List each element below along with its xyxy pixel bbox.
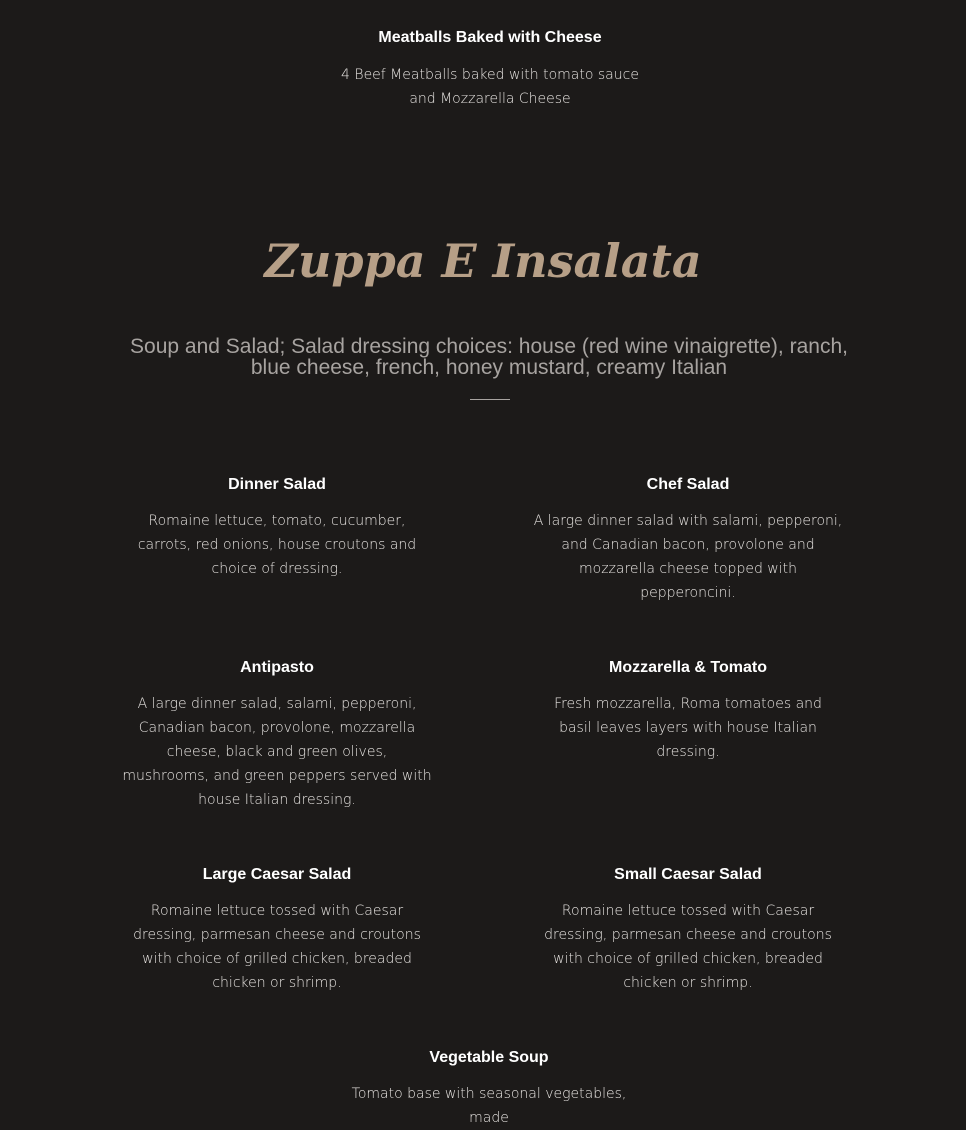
- menu-item-description: Romaine lettuce, tomato, cucumber, carrots, red onions, house croutons and choice of dressing.: [137, 513, 417, 577]
- menu-item-title: Mozzarella & Tomato: [609, 659, 767, 676]
- menu-item-description: Tomato base with seasonal vegetables, made: [351, 1086, 627, 1126]
- menu-item-chef-salad: [533, 475, 843, 605]
- menu-item-title: Vegetable Soup: [429, 1049, 549, 1066]
- menu-item-vegetable-soup: [334, 1048, 644, 1130]
- section-title: Zuppa E Insalata: [264, 234, 702, 288]
- section-subtitle: Soup and Salad; Salad dressing choices: house (red wine vinaigrette), ranch, blue cheese, french, honey mustard, creamy Italian: [130, 335, 848, 379]
- menu-item-title: Dinner Salad: [228, 476, 326, 493]
- menu-item-description: Fresh mozzarella, Roma tomatoes and basil leaves layers with house Italian dressing.: [554, 696, 822, 760]
- menu-item-description: Romaine lettuce tossed with Caesar dressing, parmesan cheese and croutons with choice of grilled chicken, breaded chicken or shrimp.: [544, 903, 832, 991]
- menu-item-description: A large dinner salad with salami, pepperoni, and Canadian bacon, provolone and mozzarella cheese topped with pepperoncini.: [533, 513, 843, 601]
- menu-item-small-caesar: [533, 865, 843, 995]
- menu-item-description: A large dinner salad, salami, pepperoni, Canadian bacon, provolone, mozzarella cheese, black and green olives, mushrooms, and green peppers served with house Italian dressing.: [122, 696, 432, 808]
- menu-item-title: Antipasto: [240, 659, 314, 676]
- section-divider: [470, 399, 510, 400]
- menu-item-description: 4 Beef Meatballs baked with tomato sauce and Mozzarella Cheese: [341, 67, 639, 107]
- menu-item-meatballs: [335, 28, 645, 111]
- menu-item-antipasto: [122, 658, 432, 812]
- menu-item-large-caesar: [122, 865, 432, 995]
- menu-item-title: Small Caesar Salad: [614, 866, 762, 883]
- menu-item-dinner-salad: [122, 475, 432, 581]
- menu-item-mozzarella-tomato: [533, 658, 843, 764]
- menu-item-title: Large Caesar Salad: [202, 866, 352, 883]
- menu-item-title: Meatballs Baked with Cheese: [378, 29, 602, 46]
- menu-item-title: Chef Salad: [646, 476, 730, 493]
- menu-item-description: Romaine lettuce tossed with Caesar dressing, parmesan cheese and croutons with choice of grilled chicken, breaded chicken or shrimp.: [133, 903, 421, 991]
